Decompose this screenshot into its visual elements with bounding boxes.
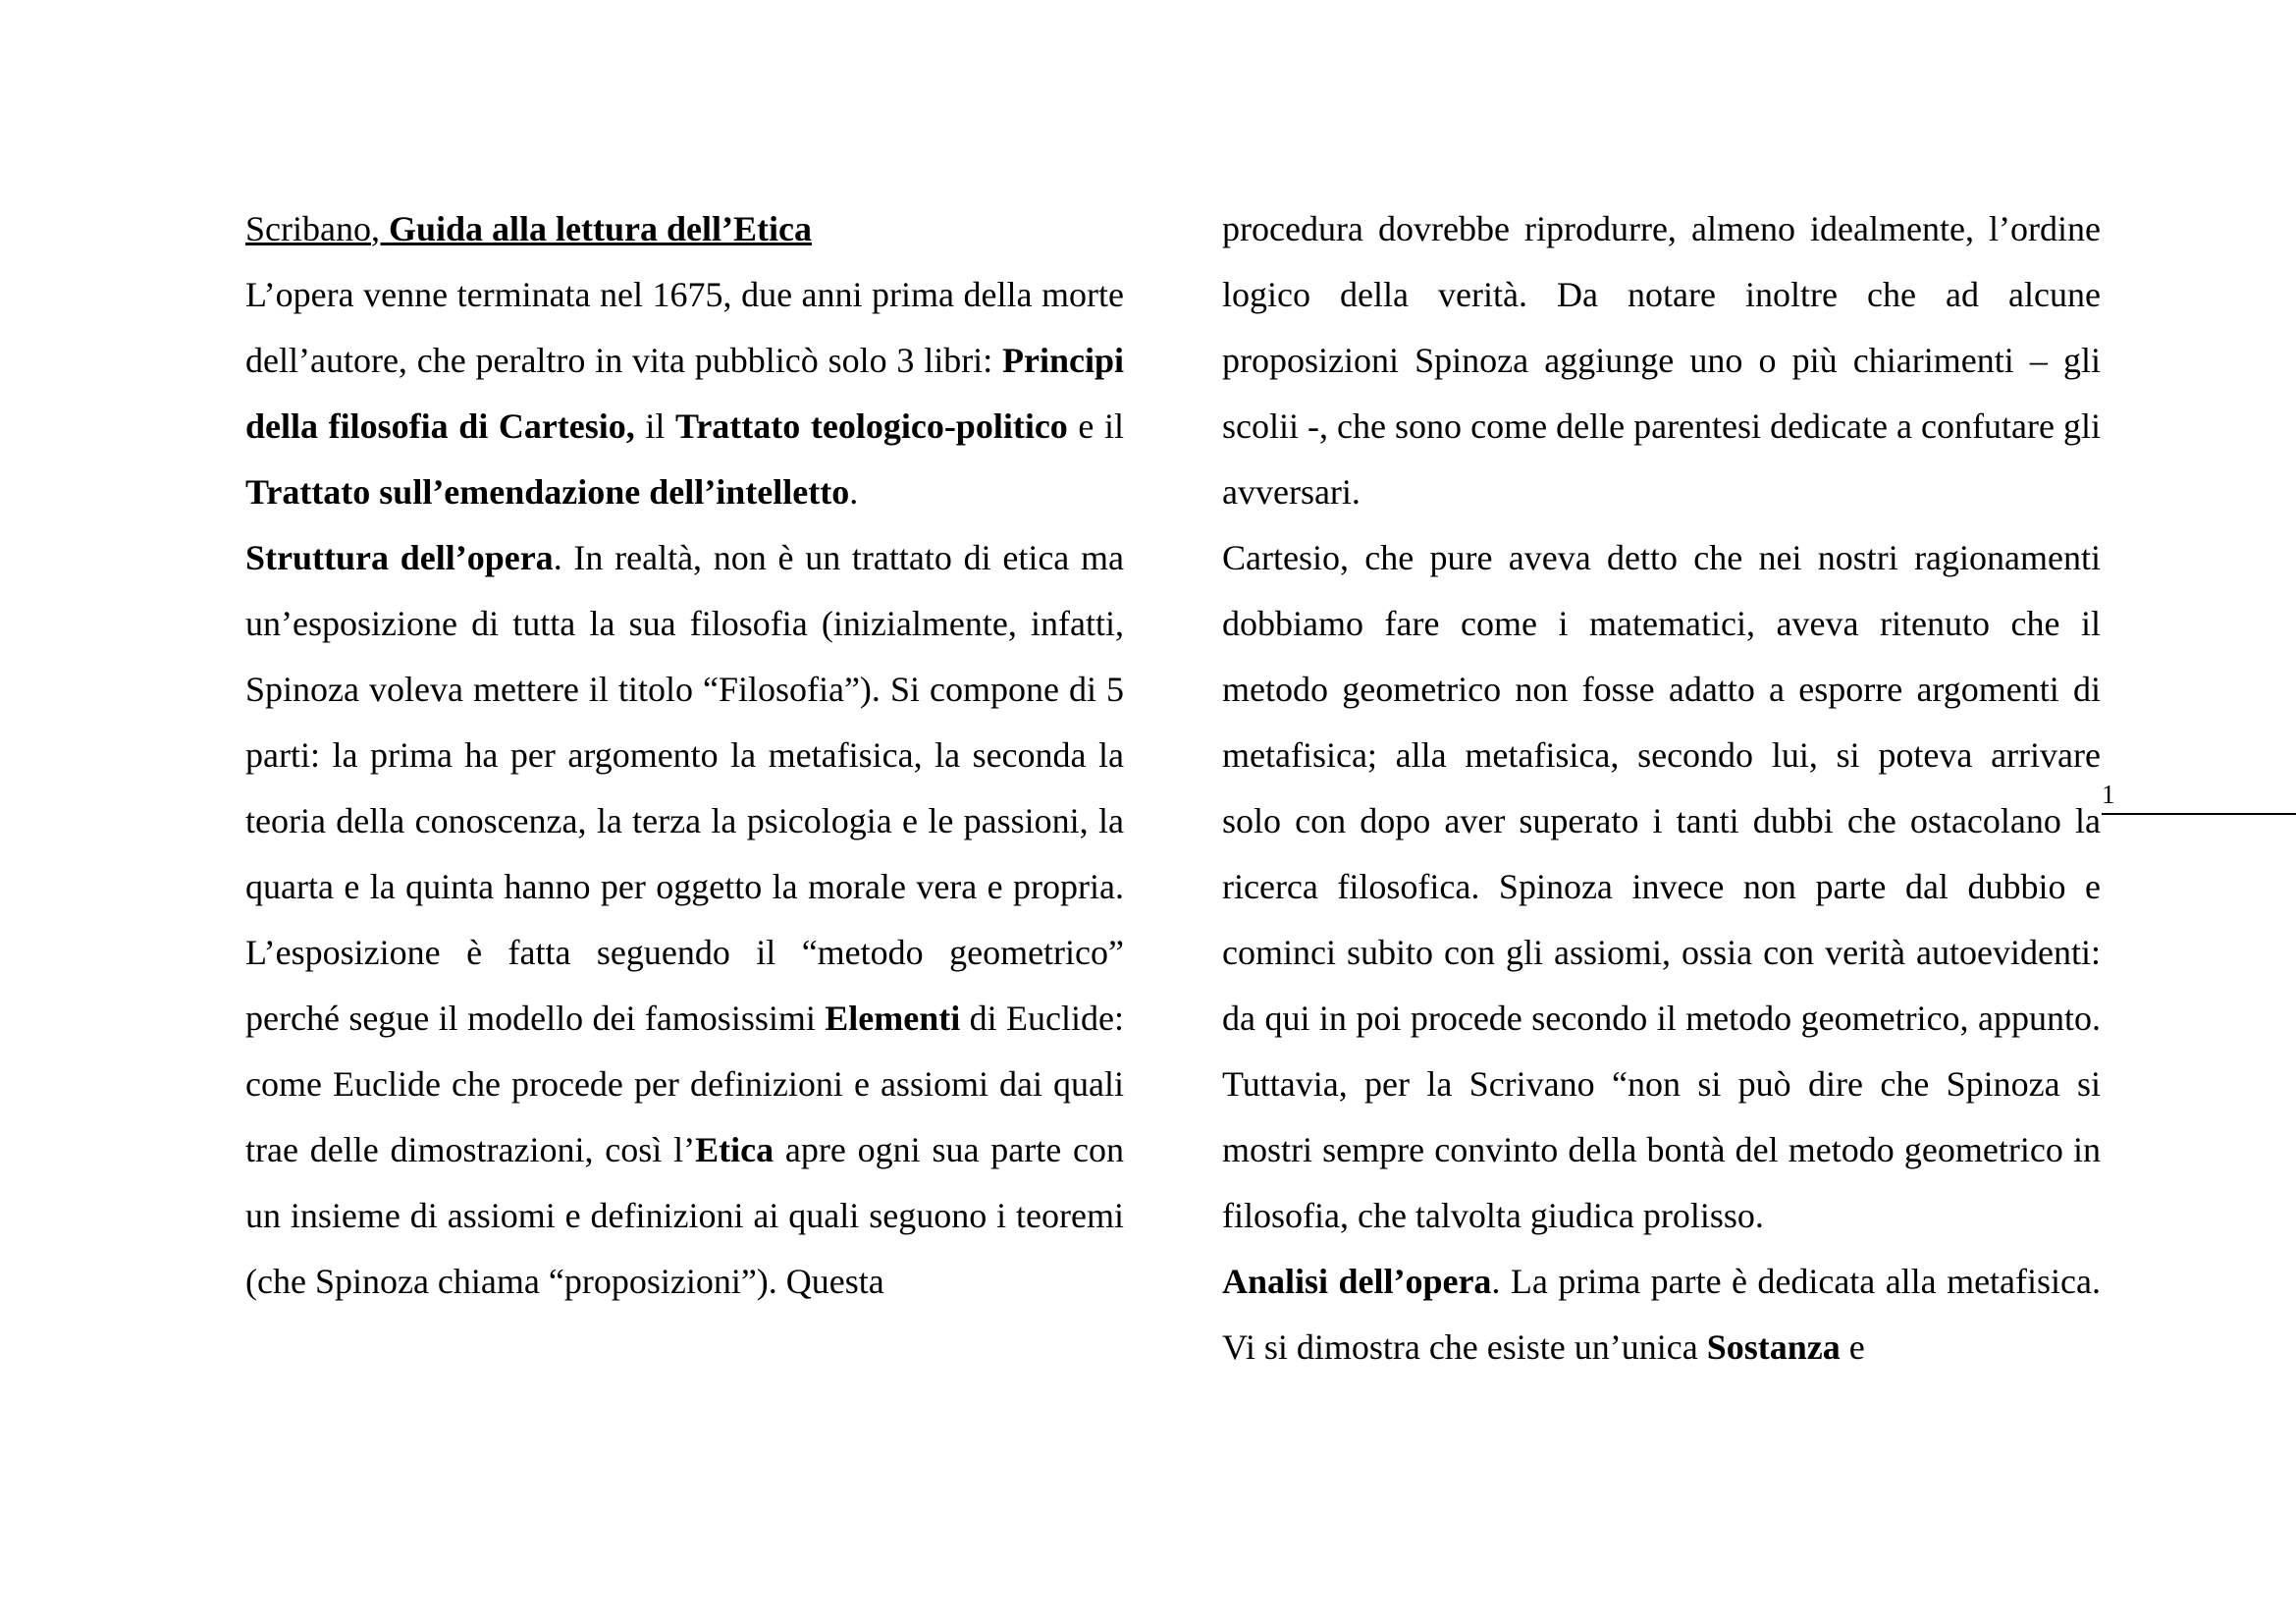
text-run: . [849, 472, 859, 512]
text-run: L’opera venne terminata nel 1675, due anni prima della morte dell’autore, che peraltro in vita pubblicò solo 3 libri: [245, 275, 1124, 380]
bold-term: Sostanza [1706, 1327, 1841, 1367]
bold-work-title: Elementi [825, 999, 961, 1038]
document-heading [245, 196, 1124, 262]
paragraph-structure [245, 525, 1124, 1315]
text-run: di Euclide: come Euclide che procede per definizioni e assiomi dai quali trae delle dimostrazioni, così l’ [245, 999, 1124, 1169]
text-run: . La prima parte è dedicata alla metafisica. Vi si dimostra che esiste un’unica [1222, 1262, 2101, 1367]
page-number: 1 [2102, 780, 2115, 809]
margin-rule [2102, 813, 2296, 815]
text-run: e il [1067, 406, 1124, 446]
left-column [245, 196, 1124, 1315]
text-run: apre ogni sua parte con un insieme di assiomi e definizioni ai quali seguono i teoremi (che Spinoza chiama “proposizioni”). Questa [245, 1130, 1124, 1301]
paragraph-analysis [1222, 1249, 2101, 1380]
bold-work-title: Principi della filosofia di Cartesio, [245, 341, 1124, 446]
bold-work-title: Trattato sull’emendazione dell’intelletto [245, 472, 850, 512]
paragraph-procedure: procedura dovrebbe riprodurre, almeno idealmente, l’ordine logico della verità. Da notare inoltre che ad alcune proposizioni Spinoza aggiunge uno o più chiarimenti – gli scolii -, che sono come delle parentesi dedicate a confutare gli avversari. [1222, 209, 2101, 512]
section-label: Analisi dell’opera [1222, 1262, 1492, 1301]
heading-title: Guida alla lettura dell’Etica [388, 209, 812, 248]
bold-work-title: Etica [695, 1130, 774, 1169]
text-run: il [634, 406, 675, 446]
paragraph-cartesio: Cartesio, che pure aveva detto che nei nostri ragionamenti dobbiamo fare come i matematici, aveva ritenuto che il metodo geometrico non fosse adatto a esporre argomenti di metafisica; alla metafisica, secondo lui, si poteva arrivare solo con dopo aver superato i tanti dubbi che ostacolano la ricerca filosofica. Spinoza invece non parte dal dubbio e cominci subito con gli assiomi, ossia con verità autoevidenti: da qui in poi procede secondo il metodo geometrico, appunto. Tuttavia, per la Scrivano “non si può dire che Spinoza si mostri sempre convinto della bontà del metodo geometrico in filosofia, che talvolta giudica prolisso. [1222, 538, 2101, 1235]
text-run: . In realtà, non è un trattato di etica ma un’esposizione di tutta la sua filosofia (inizialmente, infatti, Spinoza voleva mettere il titolo “Filosofia”). Si compone di 5 parti: la prima ha per argomento la metafisica, la seconda la teoria della conoscenza, la terza la psicologia e le passioni, la quarta e la quinta hanno per oggetto la morale vera e propria. L’esposizione è fatta seguendo il “metodo geometrico” perché segue il modello dei famosissimi [245, 538, 1124, 1038]
paragraph-introduction [245, 262, 1124, 525]
text-run: e [1840, 1327, 1865, 1367]
section-label: Struttura dell’opera [245, 538, 554, 577]
heading-separator: , [370, 209, 389, 248]
right-column [1222, 196, 2101, 1380]
bold-work-title: Trattato teologico-politico [674, 406, 1068, 446]
heading-author: Scribano [245, 209, 371, 248]
